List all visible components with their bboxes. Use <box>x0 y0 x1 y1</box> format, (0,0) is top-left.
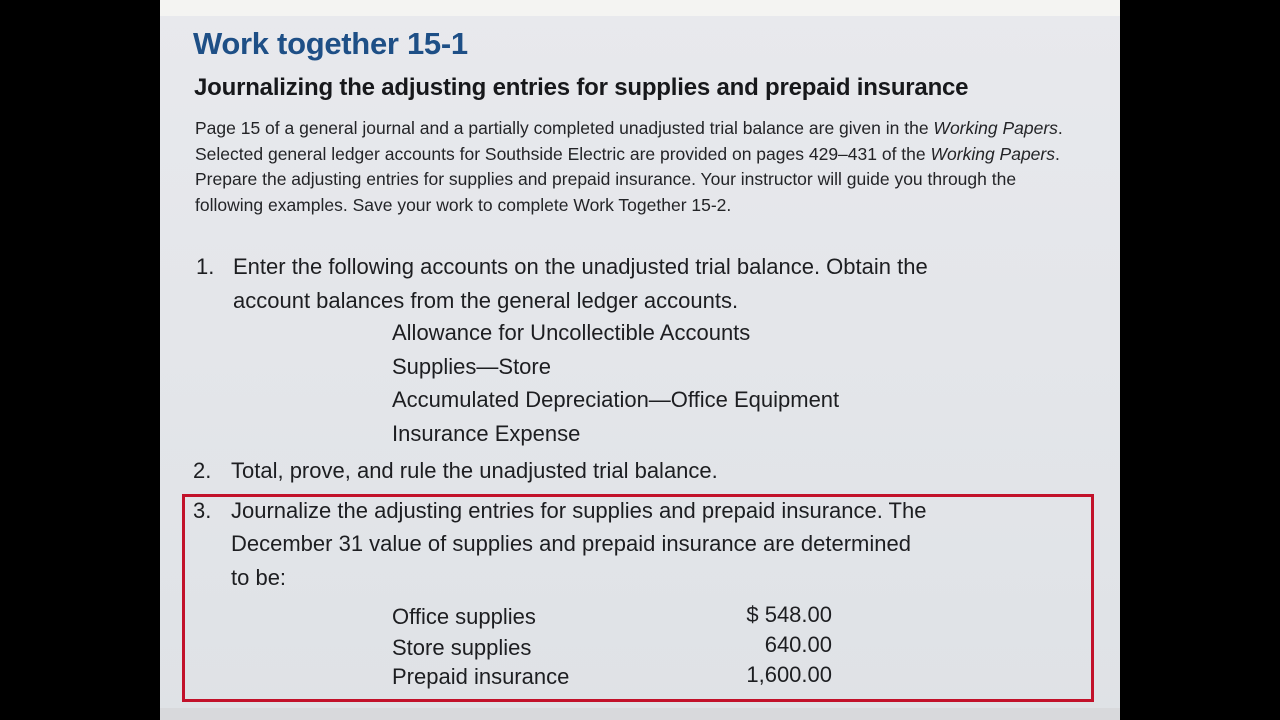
step-line: December 31 value of supplies and prepaid insurance are determined <box>231 531 911 556</box>
step-1 <box>196 254 1076 324</box>
bottom-page-edge <box>160 708 1120 720</box>
account-name: Supplies—Store <box>392 354 551 379</box>
step-line: Total, prove, and rule the unadjusted trial balance. <box>231 458 718 483</box>
value-amount: $ 548.00 <box>746 602 832 627</box>
account-name: Insurance Expense <box>392 421 581 446</box>
step-line: Journalize the adjusting entries for supplies and prepaid insurance. The <box>231 498 927 523</box>
textbook-page <box>160 0 1120 720</box>
step-line: account balances from the general ledger accounts. <box>233 288 739 313</box>
step-3 <box>193 498 1073 598</box>
value-label: Store supplies <box>392 635 532 660</box>
step-2 <box>193 458 1073 488</box>
top-page-edge <box>160 0 1120 16</box>
value-amount: 1,600.00 <box>746 662 832 687</box>
step-line: Enter the following accounts on the unadjusted trial balance. Obtain the <box>233 254 928 279</box>
value-amount: 640.00 <box>764 632 832 657</box>
intro-text-segment: Page 15 of a general journal and a partially completed unadjusted trial balance are given in the <box>195 118 934 138</box>
step-number: 2. <box>193 458 212 483</box>
step-number: 3. <box>193 498 212 523</box>
intro-italic-segment: Working Papers <box>930 143 1055 164</box>
page-subtitle: Journalizing the adjusting entries for supplies and prepaid insurance <box>194 74 969 101</box>
value-label: Office supplies <box>392 604 536 629</box>
account-name: Allowance for Uncollectible Accounts <box>392 320 751 345</box>
step-number: 1. <box>196 254 215 279</box>
intro-paragraph <box>195 116 1075 218</box>
intro-italic-segment: Working Papers <box>933 118 1058 138</box>
intro-text-segment: . Prepare the adjusting entries for supplies and prepaid insurance. Your instructor will guide you through the following examples. Save your work to complete Work Together 15-2. <box>195 143 1060 215</box>
intro-text-segment: . Selected general ledger accounts for Southside Electric are provided on pages 429–431 of the <box>195 118 1063 164</box>
page-title: Work together 15-1 <box>193 26 468 61</box>
account-name: Accumulated Depreciation—Office Equipment <box>392 387 840 412</box>
value-label: Prepaid insurance <box>392 664 570 689</box>
step-line: to be: <box>231 565 287 590</box>
